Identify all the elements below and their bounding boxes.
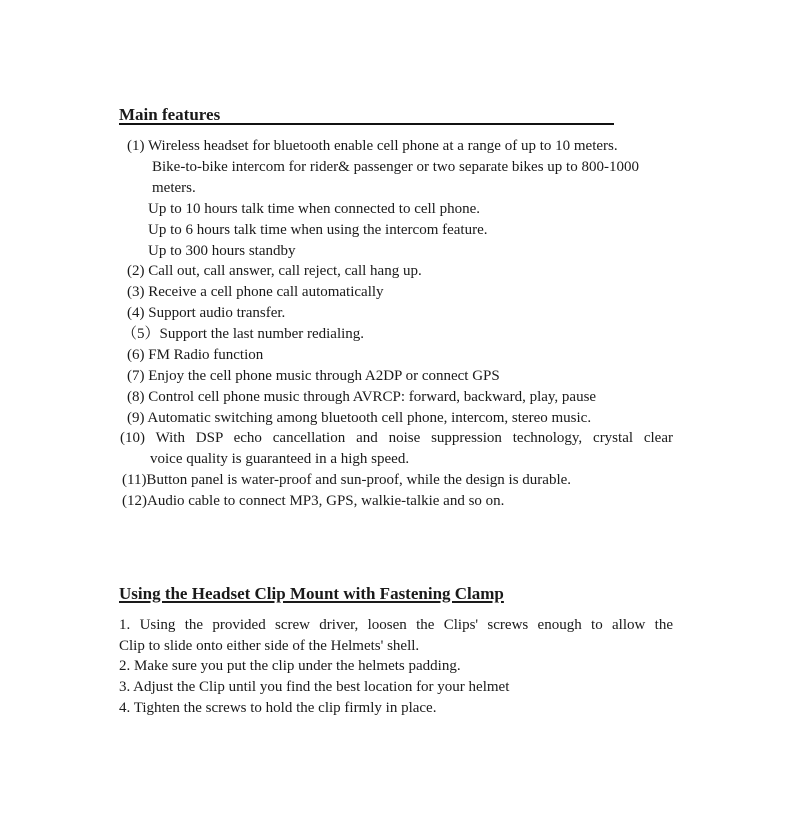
- feature-line: (7) Enjoy the cell phone music through A2DP or connect GPS: [127, 368, 500, 384]
- feature-line: Up to 10 hours talk time when connected to cell phone.: [148, 201, 480, 217]
- instruction-line: Clip to slide onto either side of the Helmets' shell.: [119, 638, 420, 654]
- feature-line: (2) Call out, call answer, call reject, call hang up.: [127, 263, 422, 279]
- instruction-line: 2. Make sure you put the clip under the helmets padding.: [119, 658, 461, 674]
- heading-underline: [119, 123, 614, 125]
- feature-line: (9) Automatic switching among bluetooth cell phone, intercom, stereo music.: [127, 410, 592, 426]
- feature-line: (4) Support audio transfer.: [127, 305, 286, 321]
- feature-line: (10) With DSP echo cancellation and noise suppression technology, crystal clear: [120, 430, 673, 446]
- instruction-line: 3. Adjust the Clip until you find the best location for your helmet: [119, 679, 510, 695]
- feature-line: (12)Audio cable to connect MP3, GPS, walkie-talkie and so on.: [122, 493, 505, 509]
- feature-line: (3) Receive a cell phone call automatically: [127, 284, 384, 300]
- feature-line: （5）Support the last number redialing.: [122, 326, 365, 342]
- feature-line: voice quality is guaranteed in a high speed.: [150, 451, 410, 467]
- feature-line: Up to 300 hours standby: [148, 243, 296, 259]
- feature-line: meters.: [152, 180, 196, 196]
- instruction-line: 4. Tighten the screws to hold the clip firmly in place.: [119, 700, 437, 716]
- feature-line: (1) Wireless headset for bluetooth enable cell phone at a range of up to 10 meters.: [127, 138, 618, 154]
- section-title-main-features: Main features: [119, 105, 221, 124]
- feature-line: (8) Control cell phone music through AVRCP: forward, backward, play, pause: [127, 389, 597, 405]
- instruction-line: 1. Using the provided screw driver, loosen the Clips' screws enough to allow the: [119, 617, 673, 633]
- section-title-clip-mount: Using the Headset Clip Mount with Fastening Clamp: [119, 584, 504, 603]
- feature-line: (6) FM Radio function: [127, 347, 264, 363]
- feature-line: Bike-to-bike intercom for rider& passenger or two separate bikes up to 800-1000: [152, 159, 639, 175]
- feature-line: (11)Button panel is water-proof and sun-proof, while the design is durable.: [122, 472, 572, 488]
- feature-line: Up to 6 hours talk time when using the intercom feature.: [148, 222, 488, 238]
